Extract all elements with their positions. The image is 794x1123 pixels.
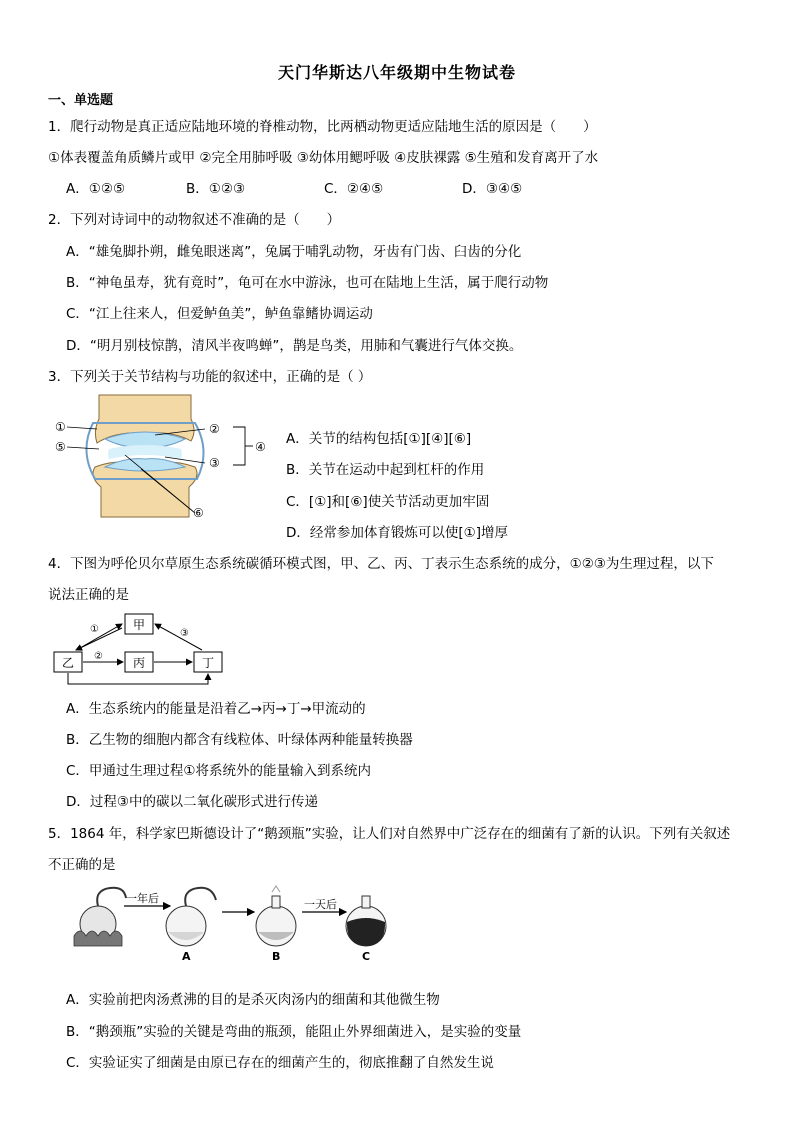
q2-option-c: C．“江上往来人，但爱鲈鱼美”，鲈鱼靠鳍协调运动 xyxy=(66,306,373,322)
q1-statements: ①体表覆盖角质鳞片或甲 ②完全用肺呼吸 ③幼体用鳃呼吸 ④皮肤裸露 ⑤生殖和发育离开了水 xyxy=(48,150,599,166)
q5-stem-line1: 5．1864 年，科学家巴斯德设计了“鹅颈瓶”实验，让人们对自然界中广泛存在的细菌有了新的认识。下列有关叙述 xyxy=(48,826,731,842)
q3-option-d: D．经常参加体育锻炼可以使[①]增厚 xyxy=(286,525,509,541)
label-6: ⑥ xyxy=(193,506,204,520)
flask-b xyxy=(256,886,296,946)
q5-option-c: C．实验证实了细菌是由原已存在的细菌产生的，彻底推翻了自然发生说 xyxy=(66,1055,494,1071)
process-3: ③ xyxy=(180,628,189,639)
q4-option-c: C．甲通过生理过程①将系统外的能量输入到系统内 xyxy=(66,763,372,779)
swan-neck-flask-diagram xyxy=(66,884,396,964)
q5-option-a: A．实验前把肉汤煮沸的目的是杀灭肉汤内的细菌和其他微生物 xyxy=(66,992,440,1008)
node-bing: 丙 xyxy=(132,656,146,670)
q1-option-a: A．①②⑤ xyxy=(66,181,126,197)
joint-cavity xyxy=(108,445,182,459)
page-title: 天门华斯达八年级期中生物试卷 xyxy=(277,63,516,82)
flask-a-label: A xyxy=(182,950,191,963)
q4-option-b: B．乙生物的细胞内都含有线粒体、叶绿体两种能量转换器 xyxy=(66,732,413,748)
q1-option-b: B．①②③ xyxy=(186,181,246,197)
q3-option-b: B．关节在运动中起到杠杆的作用 xyxy=(286,462,485,478)
arrow-yi-to-ding xyxy=(68,673,208,684)
q1-option-d: D．③④⑤ xyxy=(462,181,523,197)
flask-boiling xyxy=(74,888,126,946)
node-ding: 丁 xyxy=(201,656,215,670)
flask-c-label: C xyxy=(362,950,371,963)
q2-option-d: D．“明月别枝惊鹊，清风半夜鸣蝉”，鹊是鸟类，用肺和气囊进行气体交换。 xyxy=(66,338,523,354)
arrow-one-year-label: 一年后 xyxy=(126,892,159,905)
q5-option-b: B．“鹅颈瓶”实验的关键是弯曲的瓶颈，能阻止外界细菌进入，是实验的变量 xyxy=(66,1024,522,1040)
label-5: ⑤ xyxy=(55,440,66,454)
joint-diagram xyxy=(55,393,275,523)
q1-option-c: C．②④⑤ xyxy=(324,181,384,197)
label-4: ④ xyxy=(255,440,266,454)
node-jia: 甲 xyxy=(132,618,146,632)
arrow-yi-to-jia xyxy=(80,624,122,648)
section-heading: 一、单选题 xyxy=(48,93,114,108)
q1-stem: 1．爬行动物是真正适应陆地环境的脊椎动物，比两栖动物更适应陆地生活的原因是（ ） xyxy=(48,119,597,135)
arrow-one-day-label: 一天后 xyxy=(304,898,337,911)
flask-c xyxy=(346,896,386,946)
label-1: ① xyxy=(55,420,66,434)
q3-stem: 3．下列关于关节结构与功能的叙述中，正确的是（ ） xyxy=(48,369,372,385)
q5-stem-line2: 不正确的是 xyxy=(48,857,116,873)
q3-option-c: C．[①]和[⑥]使关节活动更加牢固 xyxy=(286,494,490,510)
q4-option-d: D．过程③中的碳以二氧化碳形式进行传递 xyxy=(66,794,318,810)
q4-stem-line1: 4．下图为呼伦贝尔草原生态系统碳循环模式图，甲、乙、丙、丁表示生态系统的成分，①②③为生理过程，以下 xyxy=(48,556,714,572)
q3-option-a: A．关节的结构包括[①][④][⑥] xyxy=(286,431,472,447)
q2-option-b: B．“神龟虽寿，犹有竟时”，龟可在水中游泳，也可在陆地上生活，属于爬行动物 xyxy=(66,275,549,291)
flask-a xyxy=(166,888,216,946)
q4-option-a: A．生态系统内的能量是沿着乙→丙→丁→甲流动的 xyxy=(66,701,366,717)
node-yi: 乙 xyxy=(61,656,75,670)
carbon-cycle-diagram xyxy=(52,612,227,688)
process-2: ② xyxy=(94,651,103,662)
label-2: ② xyxy=(209,422,220,436)
flask-b-label: B xyxy=(272,950,281,963)
q2-stem: 2．下列对诗词中的动物叙述不准确的是（ ） xyxy=(48,212,341,228)
q4-stem-line2: 说法正确的是 xyxy=(48,587,129,603)
articular-cartilage-lower xyxy=(105,459,185,471)
process-1: ① xyxy=(90,624,99,635)
q2-option-a: A．“雄兔脚扑朔，雌兔眼迷离”，兔属于哺乳动物，牙齿有门齿、臼齿的分化 xyxy=(66,244,522,260)
label-3: ③ xyxy=(209,456,220,470)
arrow-ding-to-jia xyxy=(155,624,202,650)
